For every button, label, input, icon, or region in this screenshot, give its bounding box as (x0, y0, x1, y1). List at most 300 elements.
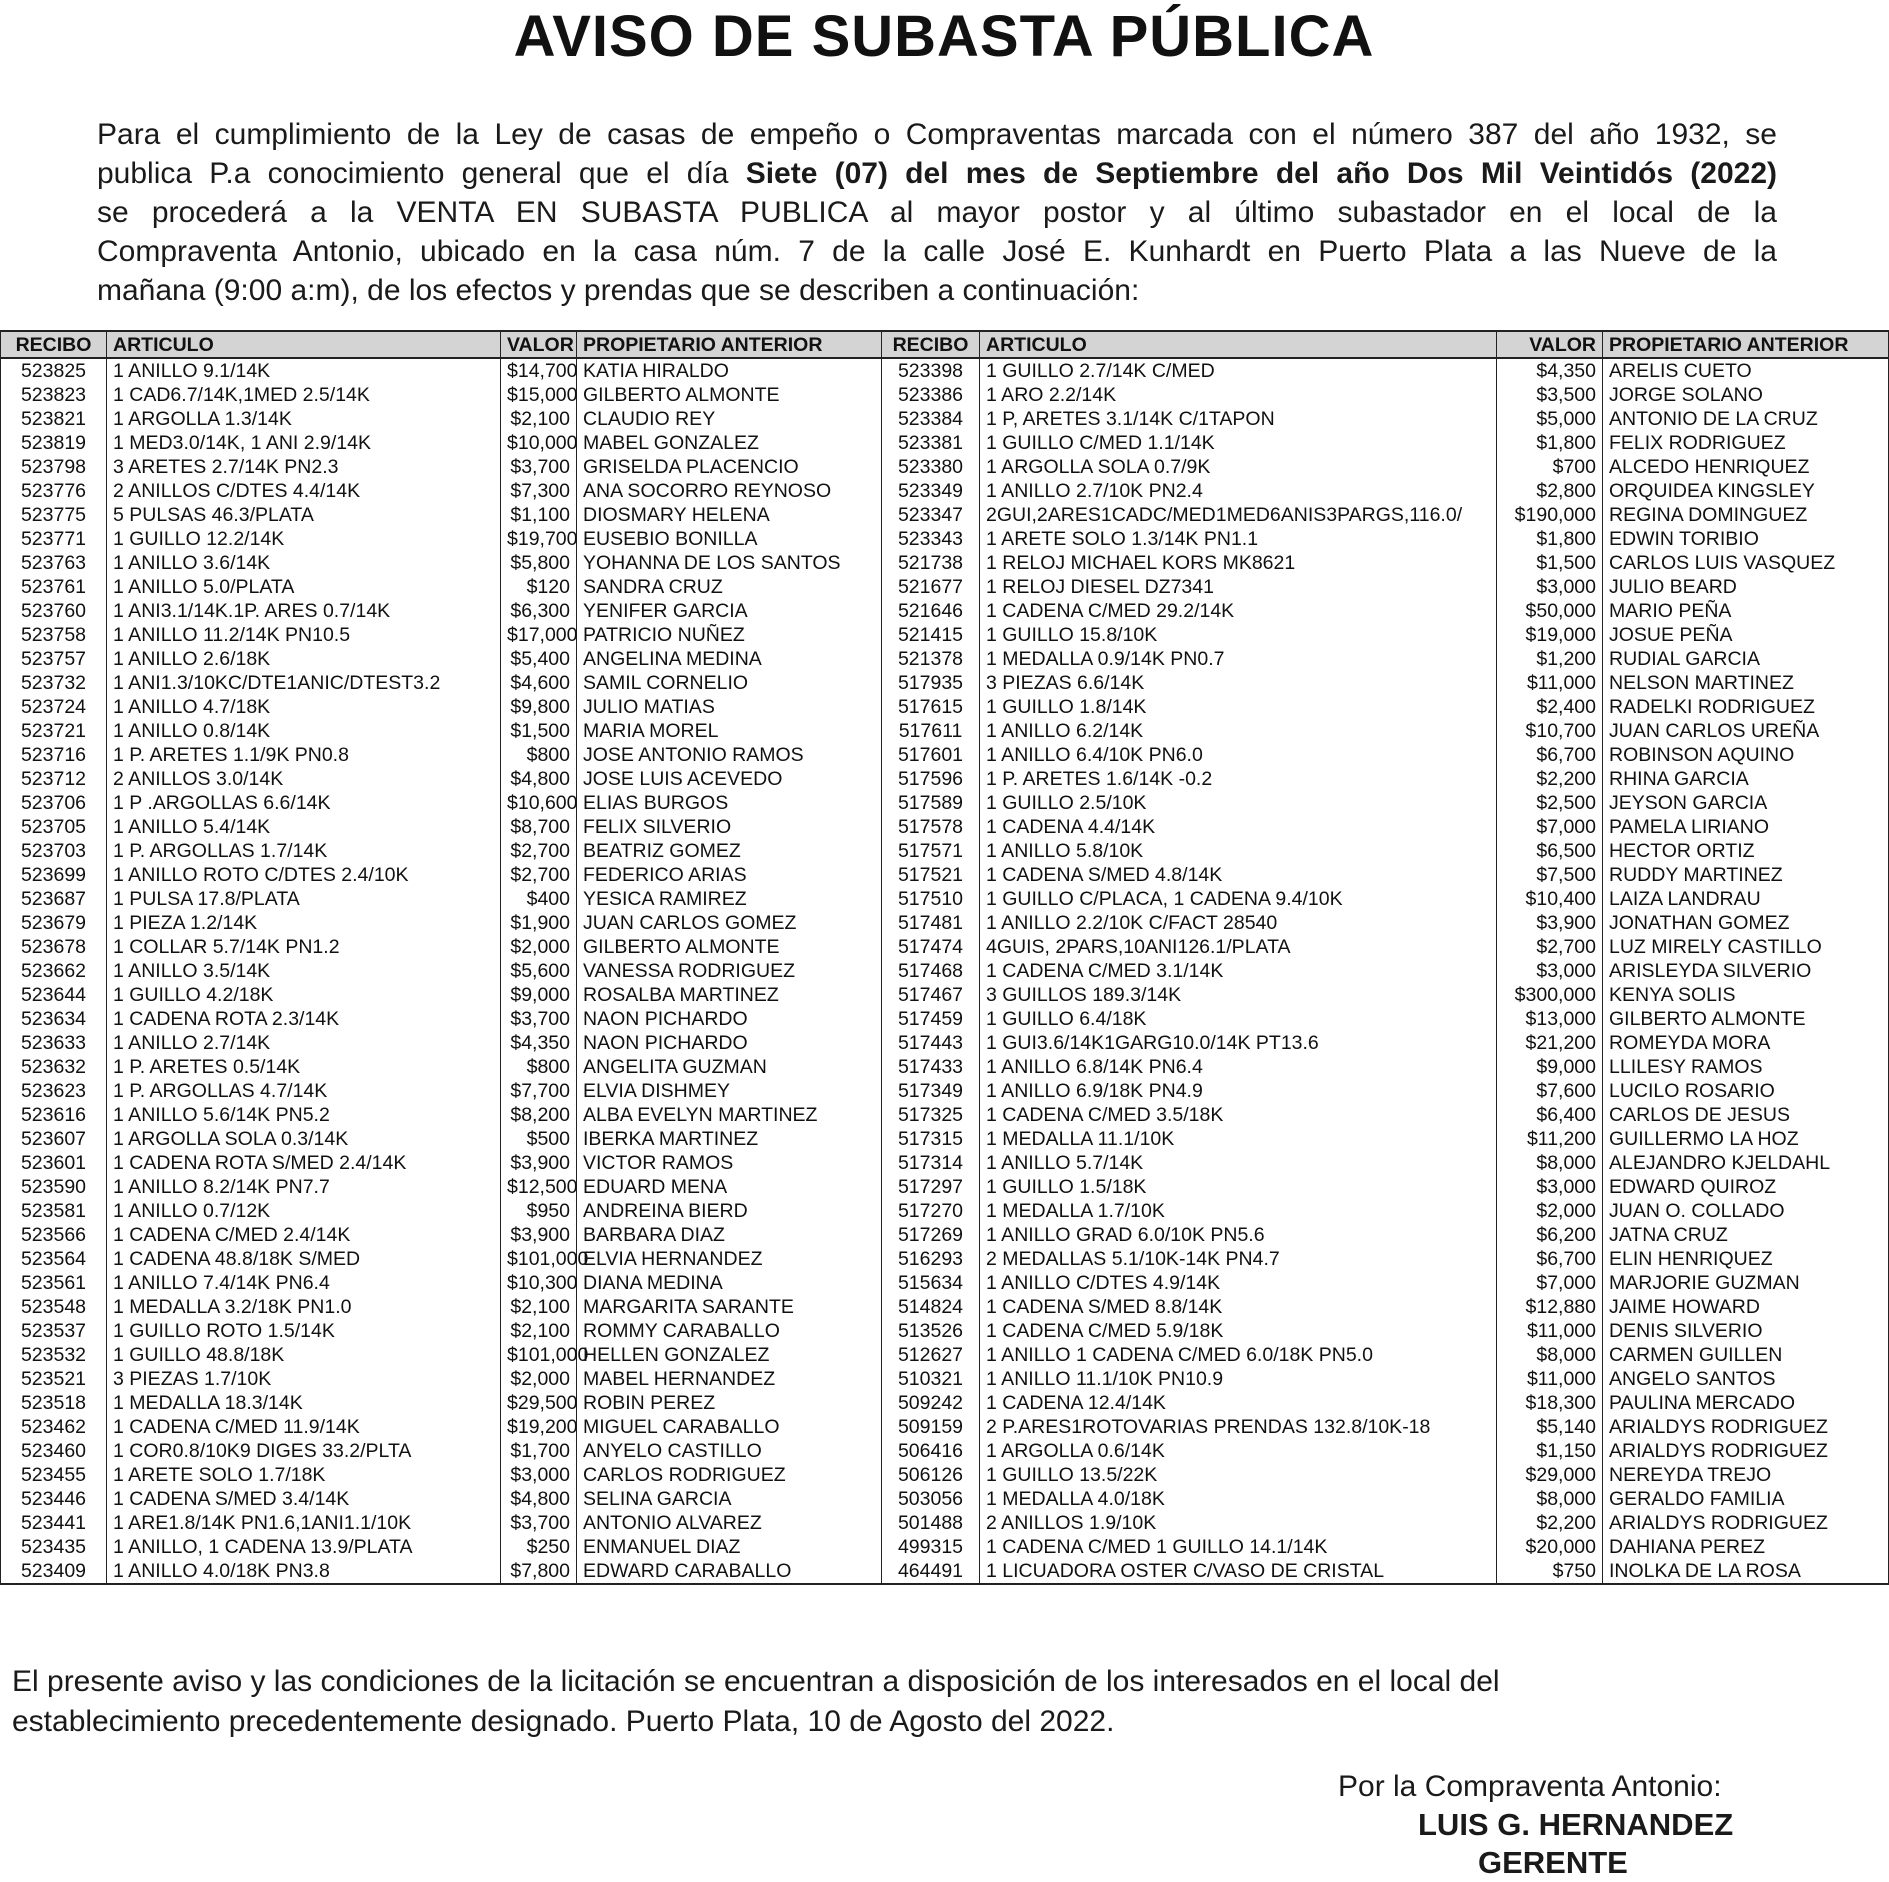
cell-valor-2: $2,400 (1497, 695, 1603, 719)
intro-line-5: mañana (9:00 a:m), de los efectos y prendas que se describen a continuación: (97, 274, 1140, 307)
cell-recibo-2: 513526 (882, 1319, 980, 1343)
cell-recibo: 523623 (1, 1079, 107, 1103)
cell-propietario: ALBA EVELYN MARTINEZ (577, 1103, 882, 1127)
cell-propietario-2: JORGE SOLANO (1603, 383, 1889, 407)
cell-propietario-2: ARIALDYS RODRIGUEZ (1603, 1439, 1889, 1463)
cell-valor-2: $11,000 (1497, 1367, 1603, 1391)
cell-valor: $8,200 (501, 1103, 577, 1127)
cell-propietario-2: ROMEYDA MORA (1603, 1031, 1889, 1055)
cell-articulo: 1 CADENA ROTA S/MED 2.4/14K (107, 1151, 501, 1175)
cell-valor: $10,300 (501, 1271, 577, 1295)
cell-articulo: 1 P. ARETES 1.1/9K PN0.8 (107, 743, 501, 767)
cell-valor-2: $7,000 (1497, 1271, 1603, 1295)
signature-by: Por la Compraventa Antonio: (1338, 1770, 1722, 1803)
cell-articulo-2: 1 MEDALLA 1.7/10K (980, 1199, 1497, 1223)
cell-recibo-2: 515634 (882, 1271, 980, 1295)
cell-valor-2: $6,200 (1497, 1223, 1603, 1247)
cell-propietario-2: ANTONIO DE LA CRUZ (1603, 407, 1889, 431)
cell-articulo: 1 ANI3.1/14K.1P. ARES 0.7/14K (107, 599, 501, 623)
cell-recibo: 523771 (1, 527, 107, 551)
cell-propietario: SELINA GARCIA (577, 1487, 882, 1511)
cell-recibo-2: 464491 (882, 1559, 980, 1584)
cell-valor: $5,600 (501, 959, 577, 983)
cell-valor: $4,350 (501, 1031, 577, 1055)
cell-valor: $5,800 (501, 551, 577, 575)
cell-recibo: 523716 (1, 743, 107, 767)
cell-valor: $3,900 (501, 1151, 577, 1175)
cell-valor: $7,300 (501, 479, 577, 503)
cell-valor-2: $5,000 (1497, 407, 1603, 431)
cell-articulo: 1 ANILLO 3.5/14K (107, 959, 501, 983)
cell-recibo-2: 523380 (882, 455, 980, 479)
cell-recibo-2: 517571 (882, 839, 980, 863)
cell-articulo-2: 1 CADENA 4.4/14K (980, 815, 1497, 839)
table-row (1, 1511, 1889, 1535)
cell-propietario: GILBERTO ALMONTE (577, 935, 882, 959)
cell-articulo: 3 ARETES 2.7/14K PN2.3 (107, 455, 501, 479)
cell-recibo-2: 523398 (882, 358, 980, 383)
cell-recibo-2: 517521 (882, 863, 980, 887)
cell-recibo: 523607 (1, 1127, 107, 1151)
cell-valor: $800 (501, 743, 577, 767)
cell-valor: $5,400 (501, 647, 577, 671)
header-recibo: RECIBO (1, 331, 107, 358)
header-valor-2: VALOR (1497, 331, 1603, 358)
cell-propietario-2: REGINA DOMINGUEZ (1603, 503, 1889, 527)
cell-valor-2: $1,200 (1497, 647, 1603, 671)
cell-recibo-2: 517297 (882, 1175, 980, 1199)
cell-recibo: 523761 (1, 575, 107, 599)
cell-valor-2: $21,200 (1497, 1031, 1603, 1055)
cell-propietario: GILBERTO ALMONTE (577, 383, 882, 407)
cell-propietario-2: RADELKI RODRIGUEZ (1603, 695, 1889, 719)
cell-propietario: JOSE LUIS ACEVEDO (577, 767, 882, 791)
cell-recibo-2: 523381 (882, 431, 980, 455)
cell-articulo-2: 1 CADENA C/MED 1 GUILLO 14.1/14K (980, 1535, 1497, 1559)
cell-propietario: YENIFER GARCIA (577, 599, 882, 623)
cell-valor: $2,700 (501, 839, 577, 863)
cell-recibo-2: 517349 (882, 1079, 980, 1103)
table-row (1, 1007, 1889, 1031)
cell-valor: $1,100 (501, 503, 577, 527)
cell-propietario-2: NELSON MARTINEZ (1603, 671, 1889, 695)
header-propietario-2: PROPIETARIO ANTERIOR (1603, 331, 1889, 358)
signature-block (1338, 1768, 1878, 1882)
cell-recibo-2: 523347 (882, 503, 980, 527)
cell-recibo: 523703 (1, 839, 107, 863)
cell-propietario-2: CARMEN GUILLEN (1603, 1343, 1889, 1367)
cell-articulo-2: 1 MEDALLA 0.9/14K PN0.7 (980, 647, 1497, 671)
cell-articulo: 1 ANILLO, 1 CADENA 13.9/PLATA (107, 1535, 501, 1559)
cell-articulo: 1 MED3.0/14K, 1 ANI 2.9/14K (107, 431, 501, 455)
cell-propietario-2: ROBINSON AQUINO (1603, 743, 1889, 767)
cell-recibo: 523532 (1, 1343, 107, 1367)
cell-propietario: ROBIN PEREZ (577, 1391, 882, 1415)
cell-valor: $2,100 (501, 1295, 577, 1319)
cell-articulo: 1 ANILLO 11.2/14K PN10.5 (107, 623, 501, 647)
cell-recibo: 523521 (1, 1367, 107, 1391)
header-articulo: ARTICULO (107, 331, 501, 358)
cell-articulo-2: 1 ARGOLLA SOLA 0.7/9K (980, 455, 1497, 479)
intro-line-2 (97, 154, 1777, 193)
table-row (1, 551, 1889, 575)
table-row (1, 1223, 1889, 1247)
cell-recibo: 523441 (1, 1511, 107, 1535)
cell-recibo: 523758 (1, 623, 107, 647)
table-row (1, 1487, 1889, 1511)
cell-articulo: 1 GUILLO 4.2/18K (107, 983, 501, 1007)
cell-propietario: BARBARA DIAZ (577, 1223, 882, 1247)
cell-articulo-2: 1 GUILLO 15.8/10K (980, 623, 1497, 647)
cell-articulo-2: 1 GUILLO 6.4/18K (980, 1007, 1497, 1031)
cell-articulo: 2 ANILLOS C/DTES 4.4/14K (107, 479, 501, 503)
cell-articulo-2: 1 CADENA S/MED 8.8/14K (980, 1295, 1497, 1319)
cell-propietario-2: ALEJANDRO KJELDAHL (1603, 1151, 1889, 1175)
cell-valor-2: $9,000 (1497, 1055, 1603, 1079)
cell-recibo: 523823 (1, 383, 107, 407)
cell-propietario-2: ELIN HENRIQUEZ (1603, 1247, 1889, 1271)
cell-propietario: ELVIA DISHMEY (577, 1079, 882, 1103)
cell-propietario-2: JUAN O. COLLADO (1603, 1199, 1889, 1223)
signature-role: GERENTE (1478, 1845, 1628, 1880)
cell-recibo-2: 510321 (882, 1367, 980, 1391)
cell-recibo-2: 499315 (882, 1535, 980, 1559)
cell-propietario-2: CARLOS LUIS VASQUEZ (1603, 551, 1889, 575)
cell-valor: $101,000 (501, 1247, 577, 1271)
cell-valor-2: $2,500 (1497, 791, 1603, 815)
table-row (1, 1319, 1889, 1343)
table-row (1, 935, 1889, 959)
cell-recibo-2: 517468 (882, 959, 980, 983)
cell-valor: $3,000 (501, 1463, 577, 1487)
cell-recibo-2: 517611 (882, 719, 980, 743)
cell-articulo-2: 1 ANILLO 6.2/14K (980, 719, 1497, 743)
intro-line-3: se procederá a la VENTA EN SUBASTA PUBLICA al mayor postor y al último subastador en el local de la (97, 196, 1777, 229)
cell-articulo: 1 COLLAR 5.7/14K PN1.2 (107, 935, 501, 959)
cell-articulo-2: 1 ANILLO 11.1/10K PN10.9 (980, 1367, 1497, 1391)
cell-recibo-2: 521738 (882, 551, 980, 575)
cell-recibo: 523518 (1, 1391, 107, 1415)
cell-recibo-2: 516293 (882, 1247, 980, 1271)
cell-articulo-2: 1 RELOJ MICHAEL KORS MK8621 (980, 551, 1497, 575)
cell-valor-2: $12,880 (1497, 1295, 1603, 1319)
cell-recibo: 523632 (1, 1055, 107, 1079)
table-row (1, 431, 1889, 455)
cell-propietario: VICTOR RAMOS (577, 1151, 882, 1175)
cell-valor-2: $2,000 (1497, 1199, 1603, 1223)
cell-propietario: DIANA MEDINA (577, 1271, 882, 1295)
cell-articulo-2: 3 GUILLOS 189.3/14K (980, 983, 1497, 1007)
cell-articulo-2: 2 P.ARES1ROTOVARIAS PRENDAS 132.8/10K-18 (980, 1415, 1497, 1439)
cell-recibo: 523821 (1, 407, 107, 431)
table-row (1, 1247, 1889, 1271)
header-recibo-2: RECIBO (882, 331, 980, 358)
cell-valor-2: $20,000 (1497, 1535, 1603, 1559)
table-row (1, 1535, 1889, 1559)
cell-recibo: 523763 (1, 551, 107, 575)
cell-propietario-2: MARJORIE GUZMAN (1603, 1271, 1889, 1295)
cell-articulo-2: 2 ANILLOS 1.9/10K (980, 1511, 1497, 1535)
cell-recibo: 523460 (1, 1439, 107, 1463)
cell-propietario-2: RUDDY MARTINEZ (1603, 863, 1889, 887)
cell-propietario-2: GERALDO FAMILIA (1603, 1487, 1889, 1511)
cell-articulo: 1 ANILLO 7.4/14K PN6.4 (107, 1271, 501, 1295)
table-row (1, 1031, 1889, 1055)
cell-recibo-2: 523386 (882, 383, 980, 407)
cell-recibo-2: 517601 (882, 743, 980, 767)
cell-articulo: 1 ANILLO 4.0/18K PN3.8 (107, 1559, 501, 1584)
table-row (1, 695, 1889, 719)
cell-articulo: 1 P .ARGOLLAS 6.6/14K (107, 791, 501, 815)
cell-propietario-2: CARLOS DE JESUS (1603, 1103, 1889, 1127)
cell-articulo: 1 ANI1.3/10KC/DTE1ANIC/DTEST3.2 (107, 671, 501, 695)
cell-recibo: 523566 (1, 1223, 107, 1247)
cell-articulo-2: 1 CADENA C/MED 3.1/14K (980, 959, 1497, 983)
cell-articulo-2: 1 ANILLO GRAD 6.0/10K PN5.6 (980, 1223, 1497, 1247)
cell-recibo-2: 512627 (882, 1343, 980, 1367)
cell-valor: $2,100 (501, 407, 577, 431)
cell-articulo-2: 1 GUILLO 1.5/18K (980, 1175, 1497, 1199)
notice-title: AVISO DE SUBASTA PÚBLICA (513, 4, 1375, 69)
cell-propietario: BEATRIZ GOMEZ (577, 839, 882, 863)
cell-propietario-2: PAULINA MERCADO (1603, 1391, 1889, 1415)
cell-articulo: 1 ANILLO 2.6/18K (107, 647, 501, 671)
cell-valor-2: $19,000 (1497, 623, 1603, 647)
cell-articulo: 1 MEDALLA 3.2/18K PN1.0 (107, 1295, 501, 1319)
cell-recibo: 523721 (1, 719, 107, 743)
cell-articulo: 2 ANILLOS 3.0/14K (107, 767, 501, 791)
cell-propietario-2: RUDIAL GARCIA (1603, 647, 1889, 671)
cell-articulo: 1 ANILLO 0.7/12K (107, 1199, 501, 1223)
cell-valor-2: $10,400 (1497, 887, 1603, 911)
table-row (1, 1391, 1889, 1415)
cell-propietario-2: JEYSON GARCIA (1603, 791, 1889, 815)
cell-propietario-2: ARIALDYS RODRIGUEZ (1603, 1511, 1889, 1535)
cell-valor-2: $18,300 (1497, 1391, 1603, 1415)
cell-propietario-2: JUAN CARLOS UREÑA (1603, 719, 1889, 743)
cell-articulo: 1 ARE1.8/14K PN1.6,1ANI1.1/10K (107, 1511, 501, 1535)
cell-articulo: 1 CADENA ROTA 2.3/14K (107, 1007, 501, 1031)
cell-recibo-2: 517270 (882, 1199, 980, 1223)
table-row (1, 1271, 1889, 1295)
table-row (1, 479, 1889, 503)
cell-propietario-2: GUILLERMO LA HOZ (1603, 1127, 1889, 1151)
cell-articulo-2: 1 GUILLO 13.5/22K (980, 1463, 1497, 1487)
table-row (1, 791, 1889, 815)
cell-recibo: 523634 (1, 1007, 107, 1031)
cell-propietario-2: ALCEDO HENRIQUEZ (1603, 455, 1889, 479)
cell-propietario: NAON PICHARDO (577, 1007, 882, 1031)
cell-recibo: 523561 (1, 1271, 107, 1295)
cell-valor: $2,000 (501, 935, 577, 959)
table-row (1, 1199, 1889, 1223)
header-propietario: PROPIETARIO ANTERIOR (577, 331, 882, 358)
cell-valor: $3,700 (501, 455, 577, 479)
cell-recibo: 523409 (1, 1559, 107, 1584)
cell-propietario-2: EDWARD QUIROZ (1603, 1175, 1889, 1199)
cell-recibo: 523706 (1, 791, 107, 815)
table-row (1, 575, 1889, 599)
cell-valor-2: $1,800 (1497, 431, 1603, 455)
cell-propietario-2: ARIALDYS RODRIGUEZ (1603, 1415, 1889, 1439)
cell-propietario-2: HECTOR ORTIZ (1603, 839, 1889, 863)
cell-articulo: 1 ARETE SOLO 1.7/18K (107, 1463, 501, 1487)
cell-recibo-2: 509159 (882, 1415, 980, 1439)
cell-valor: $101,000 (501, 1343, 577, 1367)
cell-recibo-2: 517325 (882, 1103, 980, 1127)
cell-valor: $19,200 (501, 1415, 577, 1439)
cell-valor: $29,500 (501, 1391, 577, 1415)
cell-valor: $3,700 (501, 1511, 577, 1535)
cell-articulo-2: 1 ANILLO 6.4/10K PN6.0 (980, 743, 1497, 767)
table-row (1, 911, 1889, 935)
cell-articulo-2: 1 ANILLO 1 CADENA C/MED 6.0/18K PN5.0 (980, 1343, 1497, 1367)
cell-recibo: 523435 (1, 1535, 107, 1559)
cell-recibo: 523687 (1, 887, 107, 911)
cell-valor-2: $11,000 (1497, 1319, 1603, 1343)
cell-propietario: DIOSMARY HELENA (577, 503, 882, 527)
table-row (1, 1127, 1889, 1151)
cell-articulo: 1 ANILLO 5.4/14K (107, 815, 501, 839)
cell-recibo-2: 517314 (882, 1151, 980, 1175)
cell-articulo: 1 GUILLO 48.8/18K (107, 1343, 501, 1367)
cell-valor-2: $7,500 (1497, 863, 1603, 887)
cell-propietario-2: JATNA CRUZ (1603, 1223, 1889, 1247)
cell-recibo: 523732 (1, 671, 107, 695)
cell-valor: $15,000 (501, 383, 577, 407)
cell-valor-2: $7,000 (1497, 815, 1603, 839)
cell-recibo: 523757 (1, 647, 107, 671)
cell-valor: $4,800 (501, 1487, 577, 1511)
cell-propietario-2: RHINA GARCIA (1603, 767, 1889, 791)
cell-articulo: 1 CADENA S/MED 3.4/14K (107, 1487, 501, 1511)
cell-propietario: EUSEBIO BONILLA (577, 527, 882, 551)
footer-line-2: establecimiento precedentemente designado. Puerto Plata, 10 de Agosto del 2022. (12, 1705, 1115, 1738)
cell-valor-2: $3,900 (1497, 911, 1603, 935)
cell-valor: $14,700 (501, 358, 577, 383)
cell-recibo-2: 523349 (882, 479, 980, 503)
cell-articulo: 1 CAD6.7/14K,1MED 2.5/14K (107, 383, 501, 407)
cell-valor: $9,800 (501, 695, 577, 719)
table-row (1, 1103, 1889, 1127)
cell-valor: $950 (501, 1199, 577, 1223)
cell-recibo: 523679 (1, 911, 107, 935)
cell-valor-2: $6,500 (1497, 839, 1603, 863)
cell-articulo: 1 PIEZA 1.2/14K (107, 911, 501, 935)
cell-propietario-2: INOLKA DE LA ROSA (1603, 1559, 1889, 1584)
cell-articulo-2: 1 ARGOLLA 0.6/14K (980, 1439, 1497, 1463)
table-row (1, 1367, 1889, 1391)
cell-articulo-2: 1 GUILLO 2.7/14K C/MED (980, 358, 1497, 383)
table-row (1, 1175, 1889, 1199)
cell-recibo-2: 517481 (882, 911, 980, 935)
cell-propietario-2: ARISLEYDA SILVERIO (1603, 959, 1889, 983)
table-row (1, 719, 1889, 743)
cell-recibo: 523662 (1, 959, 107, 983)
cell-articulo: 1 GUILLO ROTO 1.5/14K (107, 1319, 501, 1343)
cell-articulo: 1 GUILLO 12.2/14K (107, 527, 501, 551)
cell-valor: $4,600 (501, 671, 577, 695)
cell-articulo-2: 1 LICUADORA OSTER C/VASO DE CRISTAL (980, 1559, 1497, 1584)
table-row (1, 1343, 1889, 1367)
cell-propietario: ANTONIO ALVAREZ (577, 1511, 882, 1535)
cell-recibo-2: 517467 (882, 983, 980, 1007)
cell-articulo: 1 CADENA C/MED 2.4/14K (107, 1223, 501, 1247)
cell-articulo: 1 ARGOLLA SOLA 0.3/14K (107, 1127, 501, 1151)
cell-articulo-2: 4GUIS, 2PARS,10ANI126.1/PLATA (980, 935, 1497, 959)
cell-valor-2: $3,000 (1497, 959, 1603, 983)
cell-articulo-2: 1 GUI3.6/14K1GARG10.0/14K PT13.6 (980, 1031, 1497, 1055)
cell-valor: $2,700 (501, 863, 577, 887)
cell-articulo-2: 2 MEDALLAS 5.1/10K-14K PN4.7 (980, 1247, 1497, 1271)
cell-recibo-2: 514824 (882, 1295, 980, 1319)
cell-valor-2: $29,000 (1497, 1463, 1603, 1487)
cell-articulo: 1 PULSA 17.8/PLATA (107, 887, 501, 911)
cell-recibo: 523819 (1, 431, 107, 455)
cell-propietario: JULIO MATIAS (577, 695, 882, 719)
cell-recibo-2: 517459 (882, 1007, 980, 1031)
cell-propietario: ANA SOCORRO REYNOSO (577, 479, 882, 503)
cell-articulo-2: 1 ARETE SOLO 1.3/14K PN1.1 (980, 527, 1497, 551)
cell-valor: $1,500 (501, 719, 577, 743)
cell-recibo-2: 517433 (882, 1055, 980, 1079)
cell-propietario: ROSALBA MARTINEZ (577, 983, 882, 1007)
cell-articulo: 1 CADENA C/MED 11.9/14K (107, 1415, 501, 1439)
table-row (1, 599, 1889, 623)
cell-recibo: 523581 (1, 1199, 107, 1223)
table-row (1, 1151, 1889, 1175)
cell-propietario: MARIA MOREL (577, 719, 882, 743)
cell-articulo-2: 1 GUILLO C/PLACA, 1 CADENA 9.4/10K (980, 887, 1497, 911)
table-row (1, 1079, 1889, 1103)
cell-recibo: 523590 (1, 1175, 107, 1199)
cell-recibo: 523775 (1, 503, 107, 527)
table-row (1, 407, 1889, 431)
cell-valor-2: $8,000 (1497, 1151, 1603, 1175)
cell-articulo: 1 ANILLO 8.2/14K PN7.7 (107, 1175, 501, 1199)
cell-articulo-2: 1 CADENA C/MED 3.5/18K (980, 1103, 1497, 1127)
cell-valor-2: $2,200 (1497, 767, 1603, 791)
cell-valor: $1,700 (501, 1439, 577, 1463)
cell-recibo: 523705 (1, 815, 107, 839)
cell-valor: $120 (501, 575, 577, 599)
cell-articulo: 1 P. ARETES 0.5/14K (107, 1055, 501, 1079)
table-row (1, 1415, 1889, 1439)
cell-recibo-2: 503056 (882, 1487, 980, 1511)
cell-valor-2: $1,500 (1497, 551, 1603, 575)
table-row (1, 767, 1889, 791)
cell-articulo: 1 COR0.8/10K9 DIGES 33.2/PLTA (107, 1439, 501, 1463)
cell-valor: $6,300 (501, 599, 577, 623)
cell-articulo: 1 ARGOLLA 1.3/14K (107, 407, 501, 431)
cell-propietario: SAMIL CORNELIO (577, 671, 882, 695)
cell-articulo: 1 ANILLO 4.7/18K (107, 695, 501, 719)
cell-recibo: 523462 (1, 1415, 107, 1439)
table-row (1, 863, 1889, 887)
cell-recibo-2: 517510 (882, 887, 980, 911)
auction-items-table (0, 330, 1889, 1585)
table-row (1, 1295, 1889, 1319)
cell-articulo: 1 MEDALLA 18.3/14K (107, 1391, 501, 1415)
cell-articulo: 1 ANILLO 2.7/14K (107, 1031, 501, 1055)
cell-propietario-2: ARELIS CUETO (1603, 358, 1889, 383)
cell-articulo-2: 1 CADENA 12.4/14K (980, 1391, 1497, 1415)
cell-recibo-2: 501488 (882, 1511, 980, 1535)
cell-articulo-2: 1 ANILLO C/DTES 4.9/14K (980, 1271, 1497, 1295)
cell-propietario-2: ORQUIDEA KINGSLEY (1603, 479, 1889, 503)
cell-propietario: KATIA HIRALDO (577, 358, 882, 383)
cell-propietario: ELIAS BURGOS (577, 791, 882, 815)
